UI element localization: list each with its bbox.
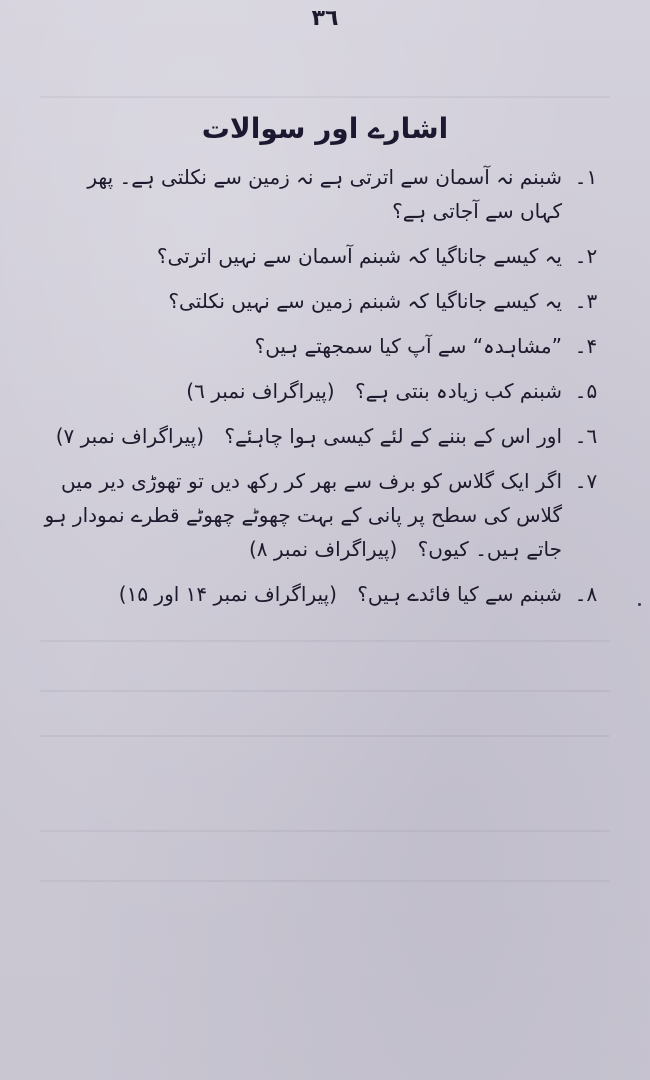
show-through-line — [40, 830, 610, 832]
question-text — [40, 329, 562, 363]
question-body: شبنم کب زیادہ بنتی ہے؟ — [354, 379, 562, 403]
paragraph-reference: (پیراگراف نمبر ۱۴ اور ۱۵) — [118, 582, 337, 606]
question-text — [40, 464, 562, 566]
show-through-line — [40, 640, 610, 642]
question-text — [40, 239, 562, 273]
question-number: ۲۔ — [574, 244, 598, 268]
show-through-line — [40, 690, 610, 692]
question-item — [40, 284, 610, 318]
question-number: ۷۔ — [574, 469, 598, 493]
page-title: اشارے اور سوالات — [201, 112, 449, 145]
question-text — [40, 374, 562, 408]
question-text — [40, 419, 562, 453]
question-text — [40, 284, 562, 318]
question-item — [40, 464, 610, 566]
question-item — [40, 374, 610, 408]
question-text — [40, 577, 562, 611]
question-body: شبنم سے کیا فائدے ہیں؟ — [357, 582, 562, 606]
stray-dot-mark — [638, 603, 641, 606]
show-through-line — [40, 880, 610, 882]
question-body: شبنم نہ آسمان سے اترتی ہے نہ زمین سے نکلتی ہے۔ پھر کہاں سے آجاتی ہے؟ — [87, 165, 562, 223]
paragraph-reference: (پیراگراف نمبر ٦) — [186, 379, 335, 403]
paragraph-reference: (پیراگراف نمبر ۷) — [55, 424, 205, 448]
question-body: ”مشاہدہ“ سے آپ کیا سمجھتے ہیں؟ — [254, 334, 562, 358]
question-number: ۱۔ — [574, 165, 598, 189]
question-list — [40, 160, 610, 622]
question-number: ۴۔ — [574, 334, 598, 358]
paragraph-reference: (پیراگراف نمبر ۸) — [248, 537, 398, 561]
question-text — [40, 160, 562, 228]
question-number: ٦۔ — [574, 424, 598, 448]
question-number: ۵۔ — [574, 379, 598, 403]
page-number: ۳٦ — [311, 6, 339, 31]
show-through-line — [40, 735, 610, 737]
question-number: ۸۔ — [574, 582, 598, 606]
question-body: یہ کیسے جاناگیا کہ شبنم آسمان سے نہیں اترتی؟ — [156, 244, 562, 268]
question-item — [40, 419, 610, 453]
question-item — [40, 239, 610, 273]
question-body: یہ کیسے جاناگیا کہ شبنم زمین سے نہیں نکلتی؟ — [168, 289, 562, 313]
question-number: ۳۔ — [574, 289, 598, 313]
question-item — [40, 329, 610, 363]
question-body: اور اس کے بننے کے لئے کیسی ہوا چاہئے؟ — [224, 424, 562, 448]
question-item — [40, 577, 610, 611]
question-body: اگر ایک گلاس کو برف سے بھر کر رکھ دیں تو تھوڑی دیر میں گلاس کی سطح پر پانی کے بہت چھوٹے چھوٹے قطرے نمودار ہو جاتے ہیں۔ کیوں؟ — [44, 469, 562, 561]
show-through-line — [40, 96, 610, 98]
question-item — [40, 160, 610, 228]
